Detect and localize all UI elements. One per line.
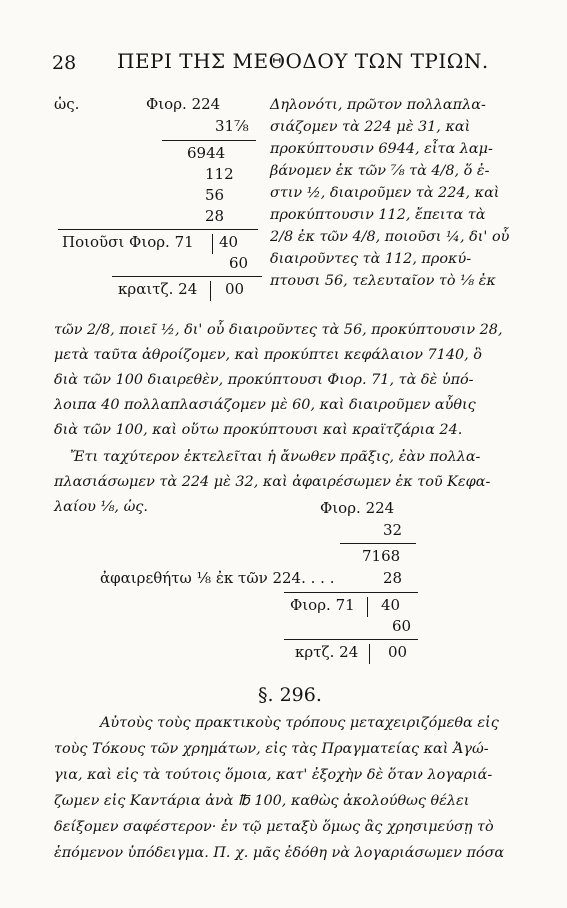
text-line: λοιπα 40 πολλαπλασιάζομεν μὲ 60, καὶ διαιροῦμεν αὖθις (54, 397, 476, 413)
calc-product: 7168 (362, 547, 401, 565)
page-title: ΠΕΡΙ ΤΗΣ ΜΕΘΟΔΟΥ ΤΩΝ ΤΡΙΩΝ. (117, 49, 489, 73)
text-line: Ἔτι ταχύτερον ἐκτελεῖται ἡ ἄνωθεν πρᾶξις, ἐὰν πολλα- (70, 449, 481, 465)
calc-multiplier: 31⅞ (215, 117, 249, 135)
text-line: Αὐτοὺς τοὺς πρακτικοὺς τρόπους μεταχειριζόμεθα εἰς (100, 715, 499, 731)
calc-fior-224: Φιορ. 224 (320, 499, 395, 517)
text-line: μετὰ ταῦτα ἀθροίζομεν, καὶ προκύπτει κεφάλαιον 7140, ὃ (54, 347, 482, 363)
calc-divider (369, 644, 370, 664)
text-line: σιάζομεν τὰ 224 μὲ 31, καὶ (270, 119, 471, 135)
calc-rule (284, 592, 418, 593)
calc-result-kraitz: κραιτζ. 24 (118, 280, 198, 298)
text-line: 2/8 ἐκ τῶν 4/8, ποιοῦσι ¼, δι' οὗ (270, 229, 510, 245)
calc-divider (210, 281, 211, 301)
text-line: δείξομεν σαφέστερον· ἐν τῷ μεταξὺ ὅμως ἂς χρησιμεύσῃ τὸ (54, 819, 494, 835)
text-line: Δηλονότι, πρῶτον πολλαπλα- (270, 97, 486, 113)
calc-remainder: 40 (219, 233, 239, 251)
text-line: τῶν 2/8, ποιεῖ ½, δι' οὗ διαιροῦντες τὰ 56, προκύπτουσιν 28, (54, 322, 503, 338)
calc-partial: 56 (205, 186, 225, 204)
calc-result-krtz: κρτζ. 24 (295, 643, 359, 661)
calc-multiplier-60: 60 (392, 617, 412, 635)
calc-label-os: ὡς. (54, 95, 80, 113)
calc-product: 6944 (187, 144, 226, 162)
calc-fior-224: Φιορ. 224 (146, 95, 221, 113)
text-line: προκύπτουσιν 6944, εἶτα λαμ- (270, 141, 493, 157)
calc-subtract-label: ἀφαιρεθήτω ⅛ ἐκ τῶν 224. . . . (100, 569, 335, 587)
calc-rule (162, 140, 256, 141)
page-number: 28 (52, 52, 77, 74)
calc-multiplier-60: 60 (229, 254, 249, 272)
text-line: διαιροῦντες τὰ 112, προκύ- (270, 251, 472, 267)
text-line: πτουσι 56, τελευταῖον τὸ ⅛ ἐκ (270, 273, 496, 289)
calc-multiplier: 32 (383, 521, 403, 539)
text-line: στιν ½, διαιροῦμεν τὰ 224, καὶ (270, 185, 500, 201)
calc-divider (212, 234, 213, 254)
calc-rule (112, 276, 262, 277)
calc-rule (340, 543, 416, 544)
text-line: βάνομεν ἐκ τῶν ⅞ τὰ 4/8, ὅ ἐ- (270, 163, 490, 179)
calc-partial: 112 (205, 165, 234, 183)
calc-rule (284, 639, 418, 640)
text-line: πλασιάσωμεν τὰ 224 μὲ 32, καὶ ἀφαιρέσωμεν ἐκ τοῦ Κεφα- (54, 474, 491, 490)
text-line: λαίου ⅛, ὡς. (54, 499, 148, 515)
calc-divider (367, 597, 368, 617)
calc-partial: 28 (205, 207, 225, 225)
section-heading: §. 296. (258, 684, 322, 706)
text-line: για, καὶ εἰς τὰ τούτοις ὅμοια, κατ' ἐξοχὴν δὲ ὅταν λογαριά- (54, 767, 493, 783)
text-line: τοὺς Τόκους τῶν χρημάτων, εἰς τὰς Πραγματείας καὶ Ἀγώ- (54, 741, 489, 757)
text-line: ζωμεν εἰς Καντάρια ἀνὰ ℔ 100, καθὼς ἀκολούθως θέλει (54, 793, 470, 809)
calc-rule (58, 229, 258, 230)
calc-remainder: 40 (381, 596, 401, 614)
text-line: ἑπόμενον ὑπόδειγμα. Π. χ. μᾶς ἐδόθη νὰ λογαριάσωμεν πόσα (54, 845, 505, 861)
text-line: διὰ τῶν 100 διαιρεθὲν, προκύπτουσι Φιορ. 71, τὰ δὲ ὑπό- (54, 372, 474, 388)
calc-result-fior: Ποιοῦσι Φιορ. 71 (62, 233, 194, 251)
calc-subtrahend: 28 (383, 569, 403, 587)
text-line: προκύπτουσιν 112, ἔπειτα τὰ (270, 207, 486, 223)
calc-zero: 00 (388, 643, 408, 661)
text-line: διὰ τῶν 100, καὶ οὕτω προκύπτουσι καὶ κραϊτζάρια 24. (54, 422, 463, 438)
calc-result-fior: Φιορ. 71 (290, 596, 355, 614)
calc-zero: 00 (225, 280, 245, 298)
